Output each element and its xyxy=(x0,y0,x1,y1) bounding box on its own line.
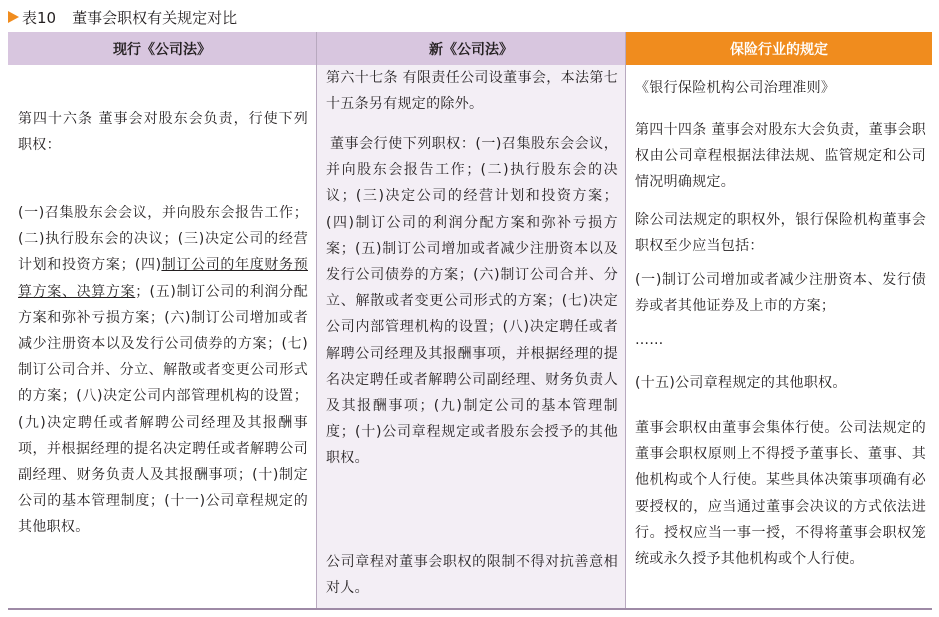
column-divider xyxy=(625,32,626,608)
col2-powers-list: 董事会行使下列职权：(一)召集股东会会议，并向股东会报告工作；(二)执行股东会的决议；(三)决定公司的经营计划和投资方案；(四)制订公司的利润分配方案和弥补亏损方案；(五)制订公司增加或者减少注册资本以及发行公司债券的方案；(六)制订公司合并、分立、解散或者变更公司形式的方案；(七)决定公司内部管理机构的设置；(八)决定聘任或者解聘公司经理及其报酬事项，并根据经理的提名决定聘任或者解聘公司副经理、财务负责人及其报酬事项；(九)制定公司的基本管理制度；(十)公司章程规定或者股东会授予的其他职权。 xyxy=(326,136,618,467)
table-title: 董事会职权有关规定对比 xyxy=(72,8,238,27)
triangle-marker-icon xyxy=(8,11,19,23)
col1-powers-part1: (一)召集股东会会议，并向股东会报告工作；(二)执行股东会的决议；(三)决定公司的经营计划和投资方案；(四) xyxy=(18,205,308,274)
col3-ellipsis: …… xyxy=(635,332,664,348)
column-new-company-law xyxy=(317,65,625,608)
col1-powers-part2: ；(五)制订公司的利润分配方案和弥补亏损方案；(六)制订公司增加或者减少注册资本以及发行公司债券的方案；(七)制订公司合并、分立、解散或者变更公司形式的方案；(八)决定公司内部管理机构的设置；(九)决定聘任或者解聘公司经理及其报酬事项，并根据经理的提名决定聘任或者解聘公司副经理、财务负责人及其报酬事项；(十)制定公司的基本管理制度；(十一)公司章程规定的其他职权。 xyxy=(18,283,308,536)
col1-article-intro: 第四十六条 董事会对股东会负责，行使下列职权： xyxy=(18,111,308,154)
table-bottom-rule xyxy=(8,608,932,610)
header-insurance-rules: 保险行业的规定 xyxy=(626,32,932,65)
header-new-company-law: 新《公司法》 xyxy=(317,32,625,65)
col3-item-1: (一)制订公司增加或者减少注册资本、发行债券或者其他证券及上市的方案； xyxy=(635,272,926,315)
col1-powers-list xyxy=(18,200,308,541)
col2-article-intro: 第六十七条 有限责任公司设董事会，本法第七十五条另有规定的除外。 xyxy=(326,70,618,113)
col3-regulation-title: 《银行保险机构公司治理准则》 xyxy=(635,80,836,96)
col3-item-15: (十五)公司章程规定的其他职权。 xyxy=(635,375,847,391)
header-current-company-law: 现行《公司法》 xyxy=(8,32,316,65)
col3-article-44: 第四十四条 董事会对股东大会负责，董事会职权由公司章程根据法律法规、监管规定和公司情况明确规定。 xyxy=(635,122,926,191)
col2-limitation-note: 公司章程对董事会职权的限制不得对抗善意相对人。 xyxy=(326,554,618,597)
col1-powers-underlined: 制订公司的年度财务预算方案、决算方案 xyxy=(18,257,308,300)
column-divider xyxy=(316,32,317,608)
column-current-company-law xyxy=(8,65,316,608)
table-caption xyxy=(8,5,237,29)
comparison-table xyxy=(8,32,932,610)
col3-delegation-rules: 董事会职权由董事会集体行使。公司法规定的董事会职权原则上不得授予董事长、董事、其他机构或个人行使。某些具体决策事项确有必要授权的，应当通过董事会决议的方式依法进行。授权应当一事一授，不得将董事会职权笼统或永久授予其他机构或个人行使。 xyxy=(635,420,926,568)
column-insurance-rules xyxy=(626,65,932,608)
table-number: 表10 xyxy=(22,8,57,27)
col3-additional-powers: 除公司法规定的职权外，银行保险机构董事会职权至少应当包括： xyxy=(635,212,926,255)
